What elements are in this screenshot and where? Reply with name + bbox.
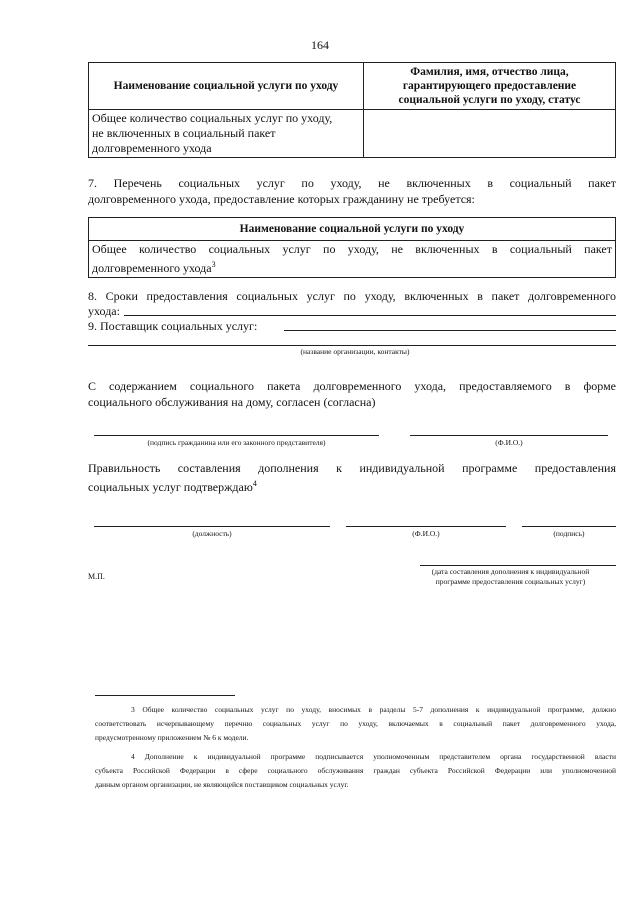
provider-field-2[interactable] xyxy=(88,345,616,346)
footnote-3: 3 Общее количество социальных услуг по уходу, вносимых в разделы 5-7 дополнения к индивидуальной программе, должно соответствовать исчерпывающему перечню социальных услуг по уходу, включаемых в социальный пакет долговременного ухода, предусмотренному приложением № 6 к модели. xyxy=(95,705,616,742)
total-services-cell: Общее количество социальных услуг по уходу, не включенных в социальный пакет долговременного ухода xyxy=(89,110,364,158)
provider-field[interactable] xyxy=(284,330,616,331)
not-required-total-cell: Общее количество социальных услуг по уходу, не включенных в социальный пакет долговременного ухода$^3$ xyxy=(89,241,616,278)
official-signature-field[interactable] xyxy=(522,526,616,527)
guarantor-header: Фамилия, имя, отчество лица, гарантирующего предоставление социальной услуги по уходу, статус xyxy=(364,63,616,110)
guarantor-cell[interactable] xyxy=(364,110,616,158)
consent-paragraph: С содержанием социального пакета долговременного ухода, предоставляемого в форме социального обслуживания на дому, согласен (согласна) xyxy=(88,379,616,409)
stamp-place-label: М.П. xyxy=(88,572,105,581)
official-fio-field[interactable] xyxy=(346,526,506,527)
care-provider-table xyxy=(88,62,616,158)
citizen-signature-caption: (подпись гражданина или его законного представителя) xyxy=(147,438,326,447)
official-fio-caption: (Ф.И.О.) xyxy=(412,529,440,538)
citizen-fio-caption: (Ф.И.О.) xyxy=(495,438,523,447)
date-caption: (дата составления дополнения к индивидуальной программе предоставления социальных услуг) xyxy=(431,567,590,586)
not-required-services-table xyxy=(88,217,616,278)
footnote-ref-4: 4 xyxy=(252,479,257,488)
official-signature-caption: (подпись) xyxy=(553,529,585,538)
page-number: 164 xyxy=(311,38,329,52)
terms-field[interactable] xyxy=(124,315,616,316)
footnote-ref-3: 3 xyxy=(211,260,216,269)
footnote-separator xyxy=(95,695,235,696)
provider-caption: (название организации, контакты) xyxy=(300,347,410,356)
footnote-4: 4 Дополнение к индивидуальной программе подписывается уполномоченным представителем органа государственной власти субъекта Российской Федерации в сфере социального обслуживания граждан субъекта Российской Федерации или уполномоченной данным органом организации, не являющейся поставщиком социальных услуг. xyxy=(95,752,616,789)
confirmation-paragraph: Правильность составления дополнения к индивидуальной программе предоставления социальных услуг подтверждаю$^4$ xyxy=(88,461,616,494)
citizen-signature-field[interactable] xyxy=(94,435,379,436)
service-name-header-2: Наименование социальной услуги по уходу xyxy=(89,218,616,241)
item-8-paragraph: 8. Сроки предоставления социальных услуг по уходу, включенных в пакет долговременного ухода: xyxy=(88,289,616,318)
item-7-paragraph: 7. Перечень социальных услуг по уходу, не включенных в социальный пакет долговременного ухода, предоставление которых гражданину не требуется: xyxy=(88,176,616,206)
position-field[interactable] xyxy=(94,526,330,527)
citizen-fio-field[interactable] xyxy=(410,435,608,436)
date-field[interactable] xyxy=(420,565,616,566)
position-caption: (должность) xyxy=(192,529,232,538)
service-name-header: Наименование социальной услуги по уходу xyxy=(89,63,364,110)
item-9-label: 9. Поставщик социальных услуг: xyxy=(88,319,258,333)
